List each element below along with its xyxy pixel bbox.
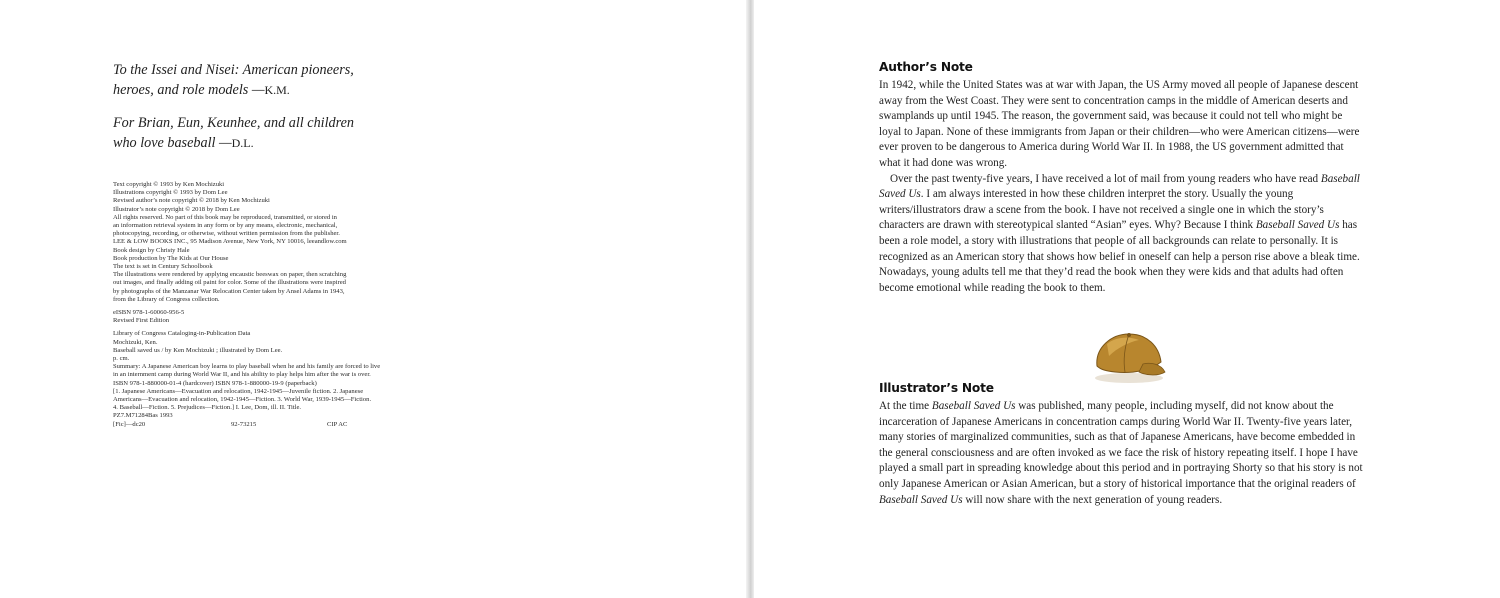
author-note-paragraph-2	[879, 172, 1367, 297]
author-note-p2-text-c: has been a role model, a story with illustrations that people of all backgrounds can relate to personally. It is recognized as an American story that shows how belief in oneself can help a person rise above a bleak time. Nowadays, young adults tell me that they’d read the book when they were kids and that adults had often become emotional while reading the book to them.	[879, 219, 1360, 294]
cataloging-final-line	[113, 421, 465, 429]
book-spine-gutter	[746, 0, 754, 598]
dedication-dl-line2: who love baseball —	[113, 134, 232, 151]
illustrator-note-text-a: At the time	[879, 400, 932, 412]
copyright-line: out images, and finally adding oil paint for color. Some of the illustrations were inspired	[113, 279, 346, 287]
cataloging-line: Americans—Evacuation and relocation, 1942-1945—Fiction. 3. World War, 1939-1945—Fiction.	[113, 396, 372, 404]
copyright-block	[113, 181, 465, 304]
dedication-dl-signature: D.L.	[231, 135, 254, 150]
cataloging-line: ISBN 978-1-880000-01-4 (hardcover) ISBN 978-1-880000-19-9 (paperback)	[113, 379, 317, 387]
copyright-line: by photographs of the Manzanar War Relocation Center taken by Ansel Adams in 1943,	[113, 287, 345, 295]
cataloging-line: Baseball saved us / by Ken Mochizuki ; illustrated by Dom Lee.	[113, 346, 283, 354]
author-note-heading: Author’s Note	[879, 60, 973, 74]
illustrator-note-text-b: was published, many people, including myself, did not know about the incarceration of Japanese Americans in concentration camps during World War II. Twenty-five years later, many stories of marginalized communities, such as that of Japanese Americans, have become embedded in the general consciousness and are often invoked as we face the risk of history repeating itself. I hope I have played a small part in spreading knowledge about this period and in portraying Shorty so that his story is not only Japanese American or Asian American, but a story of historical importance that the original readers of	[879, 400, 1363, 490]
baseball-cap-illustration	[1089, 330, 1167, 384]
illustrator-note-heading: Illustrator’s Note	[879, 381, 994, 395]
dedication-km-signature: K.M.	[264, 82, 290, 97]
dedication-km-line2: heroes, and role models —	[113, 81, 265, 98]
illustrator-note-paragraph	[879, 399, 1367, 508]
left-page	[0, 0, 746, 598]
isbn-line: eISBN 978-1-60060-956-5	[113, 309, 185, 317]
edition-line: Revised First Edition	[113, 317, 170, 325]
dedication-dl-line1: For Brian, Eun, Keunhee, and all children	[113, 115, 355, 131]
copyright-page	[113, 181, 465, 429]
copyright-line: Revised author’s note copyright © 2018 by Ken Mochizuki	[113, 197, 270, 205]
author-note-body	[879, 78, 1367, 296]
copyright-line: The illustrations were rendered by applying encaustic beeswax on paper, then scratching	[113, 271, 347, 279]
book-title-reference: Baseball Saved Us	[879, 172, 1360, 201]
dedication-dom-lee	[113, 114, 433, 153]
author-note-p2-text-b: . I am always interested in how these children interpret the story. Usually the young writers/illustrators draw a scene from the book. I have not received a single one in which the story’s characters are drawn with stereotypical slanted “Asian” eyes. Why? Because I think	[879, 188, 1324, 232]
book-title-reference: Baseball Saved Us	[1255, 219, 1340, 232]
copyright-line: photocopying, recording, or otherwise, without written permission from the publisher.	[113, 230, 340, 238]
cataloging-line: Library of Congress Cataloging-in-Publication Data	[113, 330, 251, 338]
cataloging-lccn: 92-73215	[231, 420, 257, 428]
cataloging-line: [1. Japanese Americans—Evacuation and relocation, 1942-1945—Juvenile fiction. 2. Japanese	[113, 387, 364, 395]
illustrator-note-text-c: will now share with the next generation of young readers.	[962, 493, 1223, 506]
isbn-block	[113, 309, 465, 325]
right-page	[754, 0, 1500, 598]
copyright-line: All rights reserved. No part of this book may be reproduced, transmitted, or stored in	[113, 213, 337, 221]
author-note-paragraph-1: In 1942, while the United States was at war with Japan, the US Army moved all people of Japanese descent away from the West Coast. They were sent to concentration camps in the middle of American deserts and swamplands up until 1945. The reason, the government said, was because it could not tell who might be loyal to Japan. None of these immigrants from Japan or their children—who were American citizens—were ever proven to be dangerous to America during World War II. In 1988, the US government admitted that what it had done was wrong.	[879, 79, 1360, 169]
copyright-line: LEE & LOW BOOKS INC., 95 Madison Avenue, New York, NY 10016, leeandlow.com	[113, 238, 347, 246]
cataloging-cip: CIP AC	[327, 420, 348, 428]
book-title-reference: Baseball Saved Us	[931, 400, 1016, 412]
copyright-line: Book design by Christy Hale	[113, 246, 190, 254]
cataloging-line: p. cm.	[113, 355, 130, 363]
illustrator-note-body	[879, 399, 1367, 508]
cataloging-line: Summary: A Japanese American boy learns to play baseball when he and his family are forced to live	[113, 363, 381, 371]
dedication-ken-mochizuki	[113, 61, 433, 100]
cataloging-line: Mochizuki, Ken.	[113, 338, 158, 346]
dedication-km-line1: To the Issei and Nisei: American pioneers,	[113, 62, 354, 78]
cataloging-dewey: [Fic]—dc20	[113, 420, 146, 428]
copyright-line: an information retrieval system in any form or by any means, electronic, mechanical,	[113, 222, 338, 230]
cataloging-data-block	[113, 330, 465, 428]
copyright-line: from the Library of Congress collection.	[113, 295, 220, 303]
cataloging-line: in an internment camp during World War II, and his ability to play helps him after the war is over.	[113, 371, 371, 379]
copyright-line: Book production by The Kids at Our House	[113, 254, 229, 262]
copyright-line: The text is set in Century Schoolbook	[113, 263, 213, 271]
cap-button	[1127, 333, 1131, 337]
cataloging-line: 4. Baseball—Fiction. 5. Prejudices—Fiction.] I. Lee, Dom, ill. II. Title.	[113, 404, 302, 412]
cap-brim	[1139, 363, 1165, 375]
copyright-line: Illustrations copyright © 1993 by Dom Lee	[113, 189, 228, 197]
copyright-line: Illustrator’s note copyright © 2018 by Dom Lee	[113, 205, 240, 213]
book-title-reference: Baseball Saved Us	[879, 493, 963, 506]
author-note-p2-text-a: Over the past twenty-five years, I have received a lot of mail from young readers who have read	[890, 172, 1321, 185]
cataloging-line: PZ7.M71284Bas 1993	[113, 412, 173, 420]
copyright-line: Text copyright © 1993 by Ken Mochizuki	[113, 181, 225, 188]
